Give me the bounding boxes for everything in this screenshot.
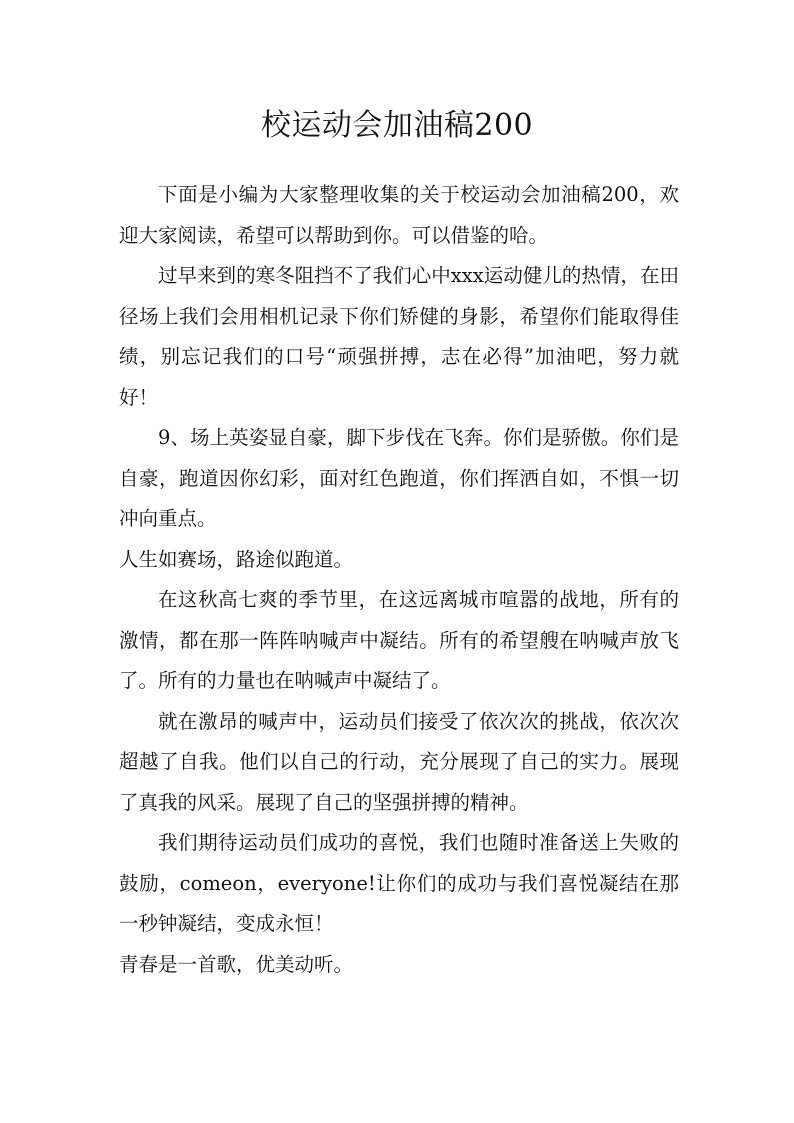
paragraph-cheer-2: 9、场上英姿显自豪，脚下步伐在飞奔。你们是骄傲。你们是自豪，跑道因你幻彩，面对红色跑道，你们挥洒自如，不惧一切冲向重点。 (119, 426, 679, 530)
paragraph-cheer-3: 人生如赛场，路途似跑道。 (119, 547, 354, 571)
document-title: 校运动会加油稿200 (260, 108, 534, 143)
paragraph-cheer-1: 过早来到的寒冬阻挡不了我们心中xxx运动健儿的热情，在田径场上我们会用相机记录下你们矫健的身影，希望你们能取得佳绩，别忘记我们的口号“顽强拼搏，志在必得”加油吧，努力就好！ (119, 264, 679, 409)
paragraph-intro: 下面是小编为大家整理收集的关于校运动会加油稿200，欢迎大家阅读，希望可以帮助到你。可以借鉴的哈。 (119, 183, 679, 247)
paragraph-cheer-4: 在这秋高七爽的季节里，在这远离城市喧嚣的战地，所有的激情，都在那一阵阵呐喊声中凝结。所有的希望艘在呐喊声放飞了。所有的力量也在呐喊声中凝结了。 (119, 588, 679, 692)
paragraph-cheer-7: 青春是一首歌，优美动听。 (119, 952, 354, 976)
paragraph-cheer-6: 我们期待运动员们成功的喜悦，我们也随时准备送上失败的鼓励，comeon，everyone!让你们的成功与我们喜悦凝结在那一秒钟凝结，变成永恒！ (119, 831, 679, 935)
document-body (119, 175, 679, 985)
paragraph-cheer-5: 就在激昂的喊声中，运动员们接受了依次次的挑战，依次次超越了自我。他们以自己的行动，充分展现了自己的实力。展现了真我的风采。展现了自己的坚强拼搏的精神。 (119, 709, 679, 814)
